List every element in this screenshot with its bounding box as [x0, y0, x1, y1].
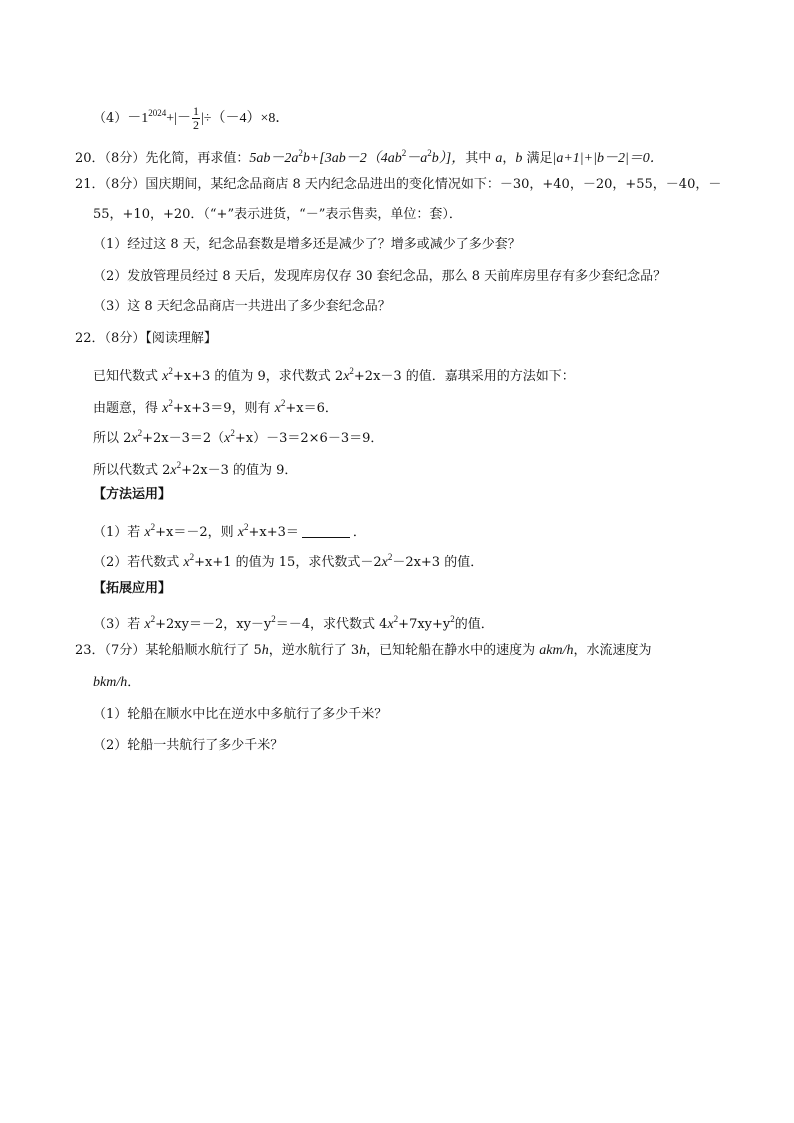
sup: 2: [450, 614, 455, 624]
t: （3）若: [93, 617, 145, 632]
var-x: x: [162, 369, 169, 384]
t: +x+3＝: [248, 525, 299, 540]
t: 所以 2: [93, 431, 132, 446]
sup: 2: [401, 148, 407, 158]
q21-sub2: （2）发放管理员经过 8 天后，发现库房仅存 30 套纪念品，那么 8 天前库房里存有多少套纪念品？: [93, 269, 667, 284]
t: +x+3＝9，则有: [172, 401, 275, 416]
q20-score: （8分）: [104, 151, 146, 166]
q21-sub3: （3）这 8 天纪念品商店一共进出了多少套纪念品？: [93, 299, 391, 314]
t: 的值．: [454, 617, 494, 632]
q22-sub2: [93, 548, 483, 572]
var-x: x: [224, 431, 231, 446]
q22-p2: [93, 394, 338, 418]
q20-expr3: －a: [406, 151, 428, 166]
var-x: x: [183, 555, 190, 570]
q19-part4-label: （4）: [93, 111, 128, 126]
sup: 2: [137, 428, 143, 438]
sup: 2: [230, 428, 235, 438]
sup: 2: [280, 398, 286, 408]
q23-sub2: （2）轮船一共航行了多少千米？: [93, 738, 284, 753]
t: +2x－3 的值．嘉琪采用的方法如下：: [353, 369, 575, 384]
q22-heading: 22．（8分）【阅读理解】: [75, 331, 217, 346]
method-heading: 【方法运用】: [93, 487, 172, 502]
t: 23．（7分）某轮船顺水航行了 5: [75, 643, 262, 658]
expand-heading: 【拓展应用】: [93, 581, 172, 596]
sup: 2: [168, 398, 173, 408]
expr-b: +|－: [166, 111, 191, 126]
q22-p4: [93, 456, 297, 480]
fraction-half: [192, 105, 200, 132]
t: 所以代数式 2: [93, 463, 171, 478]
t: +x＝－2，则: [155, 525, 238, 540]
t: ．: [127, 675, 141, 690]
expr-c: |÷（－4）×8．: [200, 111, 290, 126]
unit-h: h: [359, 643, 367, 658]
sup: 2: [176, 460, 182, 470]
frac-num: 1: [192, 104, 199, 118]
var-x: x: [144, 525, 151, 540]
q20: [75, 144, 664, 168]
var-x: x: [162, 401, 169, 416]
q20-number: 20．: [75, 151, 105, 166]
expr-a: －1: [127, 111, 149, 126]
q22-p3: [93, 424, 383, 448]
var-b: b: [515, 151, 523, 166]
t: ＝－4，求代数式 4: [275, 617, 388, 632]
var-x: x: [274, 401, 281, 416]
q20-text3: 满足: [522, 151, 553, 166]
t: +2xy＝－2，xy－y: [155, 617, 272, 632]
sup: 2: [427, 148, 432, 158]
q21-sub1: （1）经过这 8 天，纪念品套数是增多还是减少了？增多或减少了多少套？: [93, 237, 521, 252]
t: （1）若: [93, 525, 145, 540]
var-x: x: [144, 617, 151, 632]
q20-text: 先化简，再求值：: [145, 151, 250, 166]
sup: 2: [298, 148, 303, 158]
frac-den: 2: [192, 118, 199, 132]
t: ．: [352, 525, 366, 540]
t: 由题意，得: [93, 401, 163, 416]
comma: ，: [502, 151, 516, 166]
q20-text2: 其中: [465, 151, 496, 166]
var-x: x: [387, 617, 394, 632]
sup: 2: [243, 522, 249, 532]
t: +7xy+y: [398, 617, 451, 632]
t: －2x+3 的值．: [392, 555, 484, 570]
sup: 2: [150, 614, 156, 624]
var-x: x: [381, 555, 388, 570]
sup: 2: [393, 614, 399, 624]
sup: 2: [387, 552, 393, 562]
t: +x＝6．: [285, 401, 338, 416]
q21-line2: 55，+10，+20．（“+”表示进货，“－”表示售卖，单位：套）．: [93, 207, 462, 222]
t: +x+1 的值为 15，求代数式－2: [194, 555, 382, 570]
q22-p1: [93, 362, 575, 386]
q23-line2: [93, 674, 140, 692]
var-x: x: [343, 369, 350, 384]
speed-b: bkm/h: [93, 675, 128, 690]
sup: 2: [271, 614, 276, 624]
speed-a: akm/h: [539, 643, 574, 658]
t: 已知代数式: [93, 369, 163, 384]
unit-h: h: [261, 643, 269, 658]
q22-sub3: [93, 610, 494, 634]
t: +x+3 的值为 9，求代数式 2: [172, 369, 344, 384]
answer-blank[interactable]: [302, 525, 350, 538]
sup: 2: [150, 522, 156, 532]
t: ，逆水航行了 3: [268, 643, 360, 658]
q20-expr: 5ab－2a: [249, 151, 299, 166]
t: ，已知轮船在静水中的速度为: [366, 643, 540, 658]
var-a: a: [495, 151, 503, 166]
q19-part4: [93, 104, 289, 132]
q21-line1: 21．（8分）国庆期间，某纪念品商店 8 天内纪念品进出的变化情况如下：－30，+40，－20，+55，－40，－: [75, 177, 722, 192]
q20-expr2: b+[3ab－2（4ab: [302, 151, 402, 166]
t: +2x－3＝2（: [142, 431, 225, 446]
t: （2）若代数式: [93, 555, 184, 570]
t: +2x－3 的值为 9．: [181, 463, 298, 478]
t: +x）－3＝2×6－3＝9．: [234, 431, 384, 446]
var-x: x: [170, 463, 177, 478]
var-x: x: [131, 431, 138, 446]
var-x: x: [237, 525, 244, 540]
sup: 2: [168, 366, 173, 376]
sup: 2: [349, 366, 354, 376]
q20-condition: |a+1|+|b－2|＝0．: [552, 151, 664, 166]
q20-expr4: b）]，: [431, 151, 466, 166]
q22-sub1: [93, 518, 366, 542]
t: ，水流速度为: [573, 643, 652, 658]
q23-line1: [75, 642, 652, 660]
exponent: 2024: [148, 108, 167, 118]
q23-sub1: （1）轮船在顺水中比在逆水中多航行了多少千米？: [93, 707, 388, 722]
sup: 2: [189, 552, 195, 562]
